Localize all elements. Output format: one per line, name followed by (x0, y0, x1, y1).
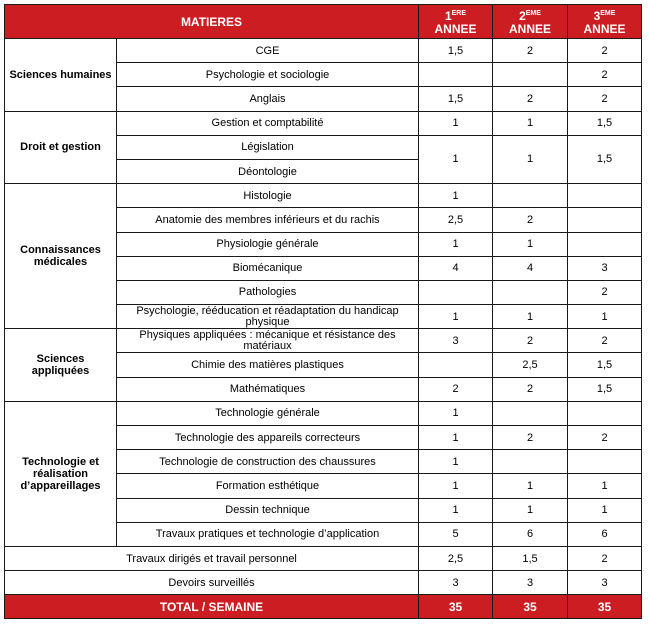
hours-year-1: 3 (419, 329, 493, 353)
hours-year-3: 2 (568, 39, 642, 63)
hours-year-3: 1,5 (568, 377, 642, 401)
hours-year-2: 2 (493, 377, 568, 401)
subject-cell: Devoirs surveillés (5, 571, 419, 595)
year-3-label: ANNEE (583, 22, 626, 36)
hours-year-1: 1 (419, 111, 493, 135)
hours-year-1: 1 (419, 450, 493, 474)
hours-year-3: 2 (568, 87, 642, 111)
header-matieres: MATIERES (5, 5, 419, 39)
year-3-suffix: EME (600, 10, 616, 17)
total-row (5, 595, 642, 619)
hours-year-3 (568, 450, 642, 474)
hours-year-2: 2 (493, 208, 568, 232)
hours-year-1: 1 (419, 135, 493, 183)
subject-cell: Technologie générale (117, 401, 419, 425)
table-row (5, 39, 642, 63)
subject-cell: Physiques appliquées : mécanique et résistance des matériaux (117, 329, 419, 353)
hours-year-1: 1 (419, 184, 493, 208)
hours-year-2: 6 (493, 522, 568, 546)
hours-year-1: 1,5 (419, 39, 493, 63)
hours-year-3: 1,5 (568, 353, 642, 377)
category-connaissances-medicales: Connaissances médicales (5, 184, 117, 329)
hours-year-3: 2 (568, 280, 642, 304)
hours-year-2: 1 (493, 135, 568, 183)
hours-year-2: 3 (493, 571, 568, 595)
hours-year-1 (419, 353, 493, 377)
hours-year-1: 1 (419, 498, 493, 522)
hours-year-1: 1 (419, 401, 493, 425)
hours-year-3 (568, 208, 642, 232)
hours-year-3: 1 (568, 498, 642, 522)
curriculum-table (4, 4, 642, 619)
hours-year-1: 4 (419, 256, 493, 280)
total-label: TOTAL / SEMAINE (5, 595, 419, 619)
hours-year-3: 1,5 (568, 135, 642, 183)
hours-year-1: 3 (419, 571, 493, 595)
subject-cell: Physiologie générale (117, 232, 419, 256)
hours-year-3: 3 (568, 256, 642, 280)
hours-year-2: 2,5 (493, 353, 568, 377)
hours-year-2: 1 (493, 111, 568, 135)
hours-year-2: 2 (493, 39, 568, 63)
subject-cell: CGE (117, 39, 419, 63)
hours-year-2: 2 (493, 426, 568, 450)
year-2-number: 2 (519, 9, 526, 23)
hours-year-1 (419, 63, 493, 87)
total-year-1: 35 (419, 595, 493, 619)
subject-cell: Pathologies (117, 280, 419, 304)
year-2-label: ANNEE (508, 22, 551, 36)
table-row (5, 571, 642, 595)
table-row (5, 184, 642, 208)
hours-year-1: 2,5 (419, 208, 493, 232)
subject-cell: Anglais (117, 87, 419, 111)
hours-year-3: 2 (568, 426, 642, 450)
table-row (5, 546, 642, 570)
hours-year-1: 1 (419, 232, 493, 256)
subject-cell: Dessin technique (117, 498, 419, 522)
hours-year-2 (493, 63, 568, 87)
table-row (5, 329, 642, 353)
subject-cell: Travaux pratiques et technologie d’application (117, 522, 419, 546)
subject-cell: Chimie des matières plastiques (117, 353, 419, 377)
subject-cell: Technologie de construction des chaussures (117, 450, 419, 474)
total-year-3: 35 (568, 595, 642, 619)
hours-year-3: 2 (568, 63, 642, 87)
year-3-number: 3 (593, 9, 601, 23)
hours-year-3 (568, 232, 642, 256)
hours-year-3: 1 (568, 305, 642, 329)
subject-cell: Histologie (117, 184, 419, 208)
hours-year-1: 5 (419, 522, 493, 546)
hours-year-3: 6 (568, 522, 642, 546)
table-row (5, 111, 642, 135)
hours-year-2 (493, 184, 568, 208)
hours-year-2: 1 (493, 232, 568, 256)
subject-cell: Formation esthétique (117, 474, 419, 498)
hours-year-3: 2 (568, 546, 642, 570)
hours-year-2: 4 (493, 256, 568, 280)
subject-cell: Déontologie (117, 159, 419, 183)
category-technologie: Technologie et réalisation d’appareillages (5, 401, 117, 546)
hours-year-2: 1 (493, 498, 568, 522)
category-droit-gestion: Droit et gestion (5, 111, 117, 184)
hours-year-2 (493, 450, 568, 474)
table-row (5, 401, 642, 425)
hours-year-2: 1 (493, 305, 568, 329)
subject-cell: Travaux dirigés et travail personnel (5, 546, 419, 570)
hours-year-1: 2 (419, 377, 493, 401)
header-year-1 (419, 5, 493, 39)
subject-cell: Psychologie, rééducation et réadaptation du handicap physique (117, 305, 419, 329)
hours-year-3: 2 (568, 329, 642, 353)
hours-year-1: 1 (419, 305, 493, 329)
hours-year-3: 3 (568, 571, 642, 595)
subject-cell: Mathématiques (117, 377, 419, 401)
year-2-suffix: EME (525, 10, 541, 17)
subject-cell: Anatomie des membres inférieurs et du rachis (117, 208, 419, 232)
hours-year-2: 1,5 (493, 546, 568, 570)
hours-year-1: 1,5 (419, 87, 493, 111)
subject-cell: Biomécanique (117, 256, 419, 280)
hours-year-3: 1,5 (568, 111, 642, 135)
subject-cell: Psychologie et sociologie (117, 63, 419, 87)
hours-year-2: 2 (493, 329, 568, 353)
year-1-number: 1 (444, 9, 452, 23)
hours-year-2: 1 (493, 474, 568, 498)
hours-year-3 (568, 184, 642, 208)
header-row (5, 5, 642, 39)
total-year-2: 35 (493, 595, 568, 619)
category-sciences-humaines: Sciences humaines (5, 39, 117, 112)
hours-year-2 (493, 280, 568, 304)
header-year-3 (568, 5, 642, 39)
hours-year-2 (493, 401, 568, 425)
hours-year-1: 2,5 (419, 546, 493, 570)
hours-year-1 (419, 280, 493, 304)
subject-cell: Gestion et comptabilité (117, 111, 419, 135)
hours-year-1: 1 (419, 474, 493, 498)
hours-year-3 (568, 401, 642, 425)
subject-cell: Technologie des appareils correcteurs (117, 426, 419, 450)
hours-year-3: 1 (568, 474, 642, 498)
subject-cell: Législation (117, 135, 419, 159)
hours-year-1: 1 (419, 426, 493, 450)
header-year-2 (493, 5, 568, 39)
year-1-suffix: ERE (451, 10, 467, 17)
year-1-label: ANNEE (434, 22, 477, 36)
hours-year-2: 2 (493, 87, 568, 111)
category-sciences-appliquees: Sciences appliquées (5, 329, 117, 402)
